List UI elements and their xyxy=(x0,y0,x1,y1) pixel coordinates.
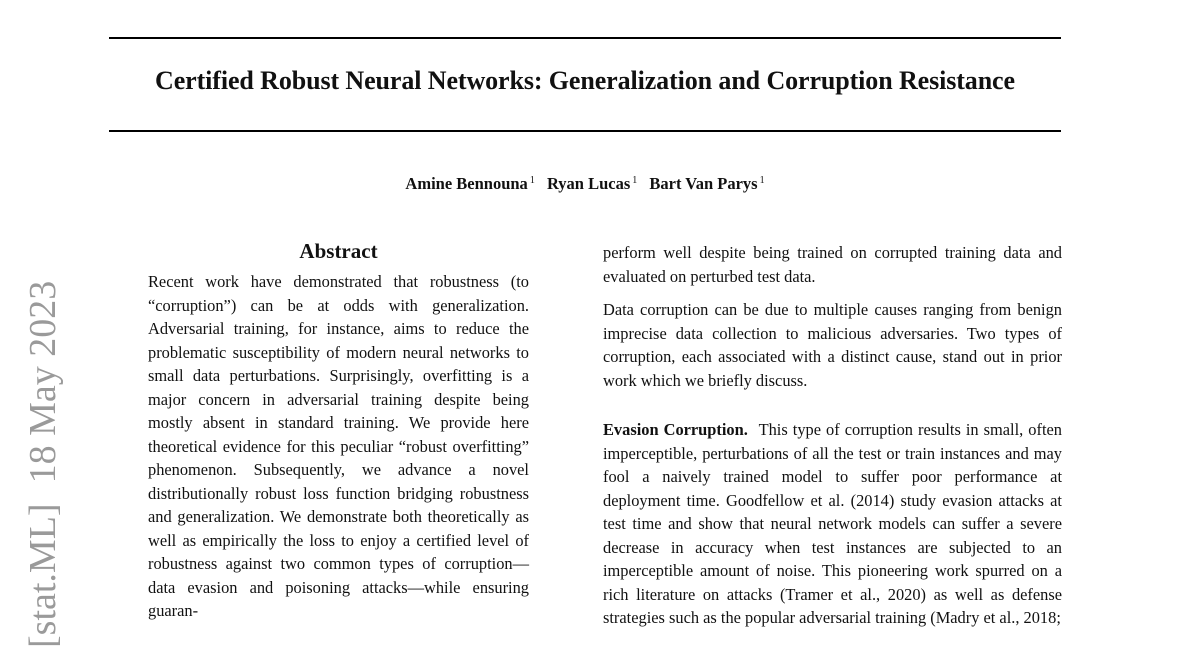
affiliation-marker: 1 xyxy=(759,175,765,186)
evasion-heading: Evasion Corruption. xyxy=(603,420,748,439)
right-column xyxy=(603,241,1062,630)
paper-title: Certified Robust Neural Networks: Generalization and Corruption Resistance xyxy=(155,66,1015,95)
author-name: Amine Bennouna xyxy=(405,174,528,193)
body-paragraph: perform well despite being trained on corrupted training data and evaluated on perturbed test data. xyxy=(603,243,1062,286)
abstract-text: Recent work have demonstrated that robustness (to “corruption”) can be at odds with generalization. Adversarial training, for instance, aims to reduce the problematic susceptibility of modern neural networks to small data perturbations. Surprisingly, overfitting is a major concern in adversarial training despite being mostly absent in standard training. We provide here theoretical evidence for this peculiar “robust overfitting” phenomenon. Subsequently, we advance a novel distributionally robust loss function bridging robustness and generalization. We demonstrate both theoretically as well as empirically the loss to enjoy a certified level of robustness against two common types of corruption—data evasion and poisoning attacks—while ensuring guaran- xyxy=(148,272,529,620)
title-rule-top xyxy=(109,37,1061,39)
affiliation-marker: 1 xyxy=(529,175,535,186)
abstract-heading: Abstract xyxy=(299,239,378,263)
left-column xyxy=(148,238,529,623)
evasion-text: This type of corruption results in small, often imperceptible, perturbations of all the test or train instances and may fool a naively trained model to suffer poor performance at deployment time. Goodfellow et al. (2014) study evasion attacks at test time and show that neural network models can suffer a severe decrease in accuracy when test instances are subjected to an imperceptible amount of noise. This pioneering work spurred on a rich literature on attacks (Tramer et al., 2020) as well as defense strategies such as the popular adversarial training (Madry et al., 2018; xyxy=(603,420,1062,627)
author-name: Bart Van Parys xyxy=(649,174,758,193)
arxiv-date: 18 May 2023 xyxy=(22,280,64,484)
author xyxy=(547,174,637,193)
arxiv-category: [stat.ML] xyxy=(22,503,64,648)
author-name: Ryan Lucas xyxy=(546,174,631,193)
body-paragraph: Data corruption can be due to multiple causes ranging from benign imprecise data collection to malicious adversaries. Two types of corruption, each associated with a distinct cause, stand out in prior work which we briefly discuss. xyxy=(603,300,1062,390)
author xyxy=(649,174,764,193)
author-list xyxy=(109,174,1061,194)
arxiv-side-label xyxy=(24,281,62,648)
affiliation-marker: 1 xyxy=(632,175,638,186)
title-rule-bottom xyxy=(109,130,1061,132)
evasion-section xyxy=(603,418,1062,630)
author xyxy=(405,174,534,193)
